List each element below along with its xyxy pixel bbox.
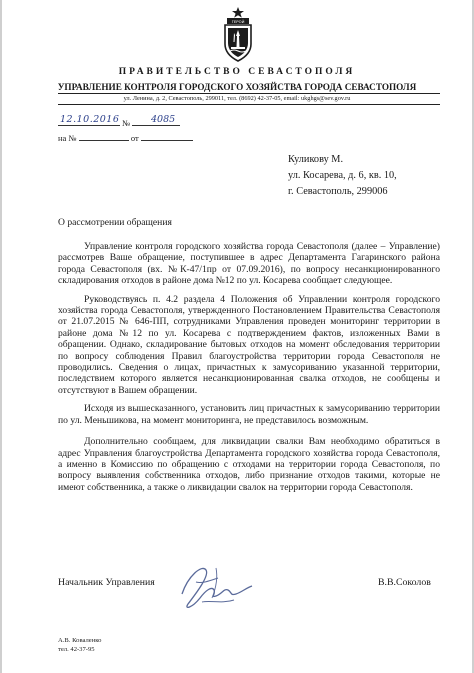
reply-number-prefix: на № <box>58 133 77 143</box>
handwritten-number: 4085 <box>151 114 176 125</box>
executor-name: А.В. Коваленко <box>58 637 102 644</box>
body-paragraph: Руководствуясь п. 4.2 раздела 4 Положения об Управлении контроля городского хозяйства города Севастополя, утвержденного Постановлением Правительства Севастополя от 21.07.2015 № 646-ПП, сотрудниками Управления проведен мониторинг территории в районе дома №12 по ул. Косарева с подтверждением фактов, изложенных Вами в обращении. Однако, складирование бытовых отходов на момент обследования территории по вопросу соблюдения Правил благоустройства территории города Севастополя не проводились. Сведения о лицах, причастных к замусориванию указанной территории, последствием которого является несанкционированная свалка отходов, не сообщены и отсутствуют в Вашем обращении. <box>58 293 440 396</box>
executor-block <box>58 636 101 654</box>
reply-from-label: от <box>130 133 139 143</box>
number-prefix: № <box>122 118 131 128</box>
letter-body <box>58 241 440 500</box>
addressee-name: Куликову М. <box>288 154 344 165</box>
government-title: ПРАВИТЕЛЬСТВО СЕВАСТОПОЛЯ <box>118 67 356 77</box>
sevastopol-coat-of-arms-icon <box>222 6 254 62</box>
header-rule-top <box>58 93 440 94</box>
addressee-block <box>288 152 397 200</box>
department-contacts: ул. Ленина, д. 2, Севастополь, 299011, тел. (8692) 42-37-05, email: ukghgs@sev.gov.ru <box>123 95 351 102</box>
addressee-city: г. Севастополь, 299006 <box>288 186 388 197</box>
department-title: УПРАВЛЕНИЕ КОНТРОЛЯ ГОРОДСКОГО ХОЗЯЙСТВА ГОРОДА СЕВАСТОПОЛЯ <box>57 82 417 92</box>
addressee-street: ул. Косарева, д. 6, кв. 10, <box>288 170 397 181</box>
handwritten-signature-icon <box>172 558 256 614</box>
body-paragraph: Дополнительно сообщаем, для ликвидации свалки Вам необходимо обратиться в адрес Управления благоустройства Департамента городского хозяйства города Севастополя, а именно в Комиссию по обращению с отходами на территории города Севастополя, по вопросу выявления собственника отходов, либо признание отходов такими, которые не имеют собственника, а также о ликвидации свалок на территории города Севастополя. <box>58 436 440 493</box>
reply-date-field <box>141 131 193 141</box>
header-rule-bottom <box>58 104 440 105</box>
signatory-name: В.В.Соколов <box>378 577 431 588</box>
emblem-caption: ГЕРОЙ <box>231 18 245 24</box>
reply-registration <box>58 131 193 143</box>
executor-phone: тел. 42-37-95 <box>58 646 95 653</box>
body-paragraph: Исходя из вышесказанного, установить лиц причастных к замусориванию территории по ул. Меньшикова, на момент мониторинга, не представилось возможным. <box>58 403 440 426</box>
reply-number-field <box>79 131 129 141</box>
signatory-position: Начальник Управления <box>58 577 155 588</box>
letter-subject: О рассмотрении обращения <box>58 217 172 228</box>
handwritten-date: 12.10.2016 <box>60 114 120 125</box>
body-paragraph: Управление контроля городского хозяйства города Севастополя (далее – Управление) рассмотрев Ваше обращение, поступившее в адрес Департамента Гагаринского района города Севастополя (вх. №К-47/1пр от 07.09.2016), по вопросу несанкционированного складирования отходов в районе дома №12 по ул. Косарева сообщает следующее. <box>58 241 440 287</box>
